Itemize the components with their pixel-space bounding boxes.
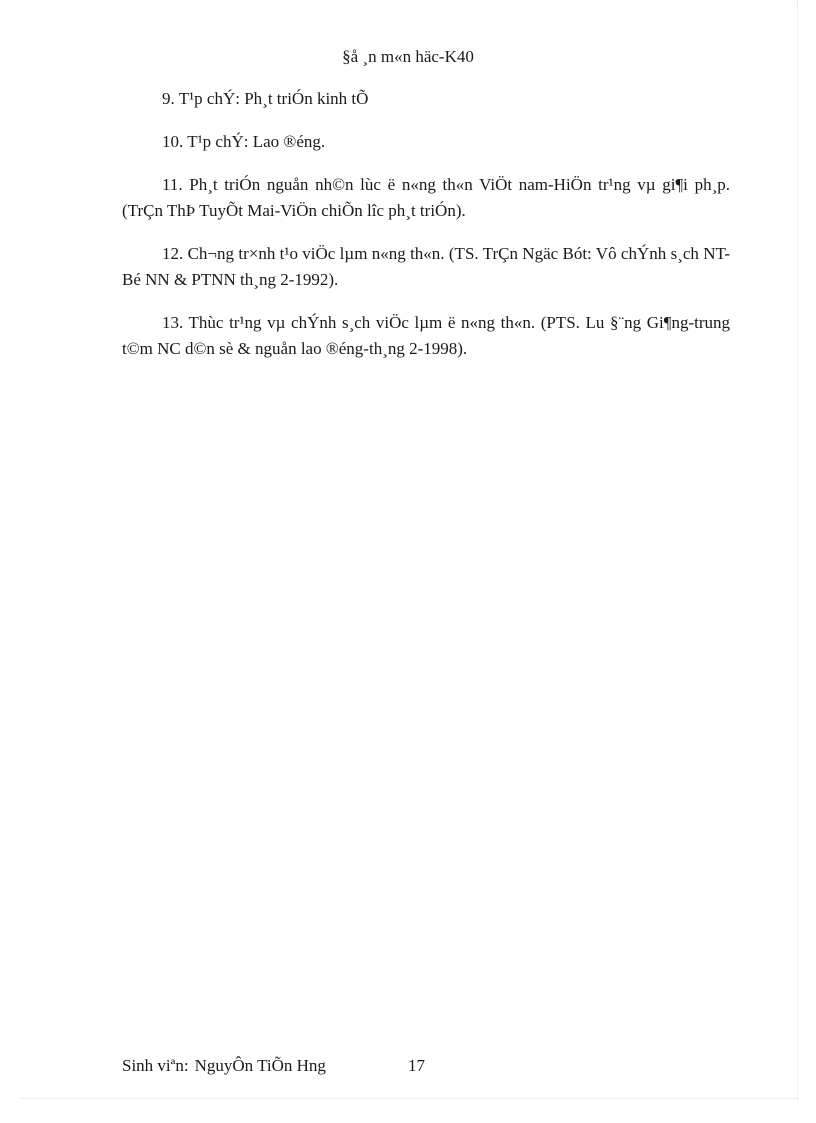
student-label-suffix: ªn:: [170, 1056, 189, 1075]
reference-item-10: 10. T¹p chÝ: Lao ®éng.: [162, 132, 326, 151]
student-label-prefix: Sinh vi: [122, 1056, 171, 1075]
reference-item-9: 9. T¹p chÝ: Ph¸t triÓn kinh tÕ: [162, 89, 369, 108]
student-name: NguyÔn TiÕn Hng: [194, 1056, 326, 1075]
page-footer: [122, 1055, 425, 1077]
reference-list: [122, 86, 730, 379]
page-header: [0, 46, 816, 68]
page-number: 17: [408, 1056, 425, 1075]
reference-item-13: 13. Thùc tr¹ng vµ chÝnh s¸ch viÖc lµm ë n«ng th«n. (PTS. Lu §¨ng Gi¶ng-trung t©m NC d©n sè & nguån lao ®éng-th¸ng 2-1998).: [122, 313, 730, 358]
page-right-edge: [797, 0, 798, 1100]
page-bottom-edge: [20, 1098, 798, 1099]
header-title: §å ¸n m«n häc-K40: [342, 47, 474, 66]
reference-item-11: 11. Ph¸t triÓn nguån nh©n lùc ë n«ng th«n ViÖt nam-HiÖn tr¹ng vµ gi¶i ph¸p. (TrÇn ThÞ TuyÕt Mai-ViÖn chiÕn lîc ph¸t triÓn).: [122, 175, 730, 220]
student-label: [122, 1055, 189, 1077]
reference-item-12: 12. Ch¬ng tr×nh t¹o viÖc lµm n«ng th«n. (TS. TrÇn Ngäc Bót: Vô chÝnh s¸ch NT-Bé NN & PTNN th¸ng 2-1992).: [122, 244, 730, 289]
